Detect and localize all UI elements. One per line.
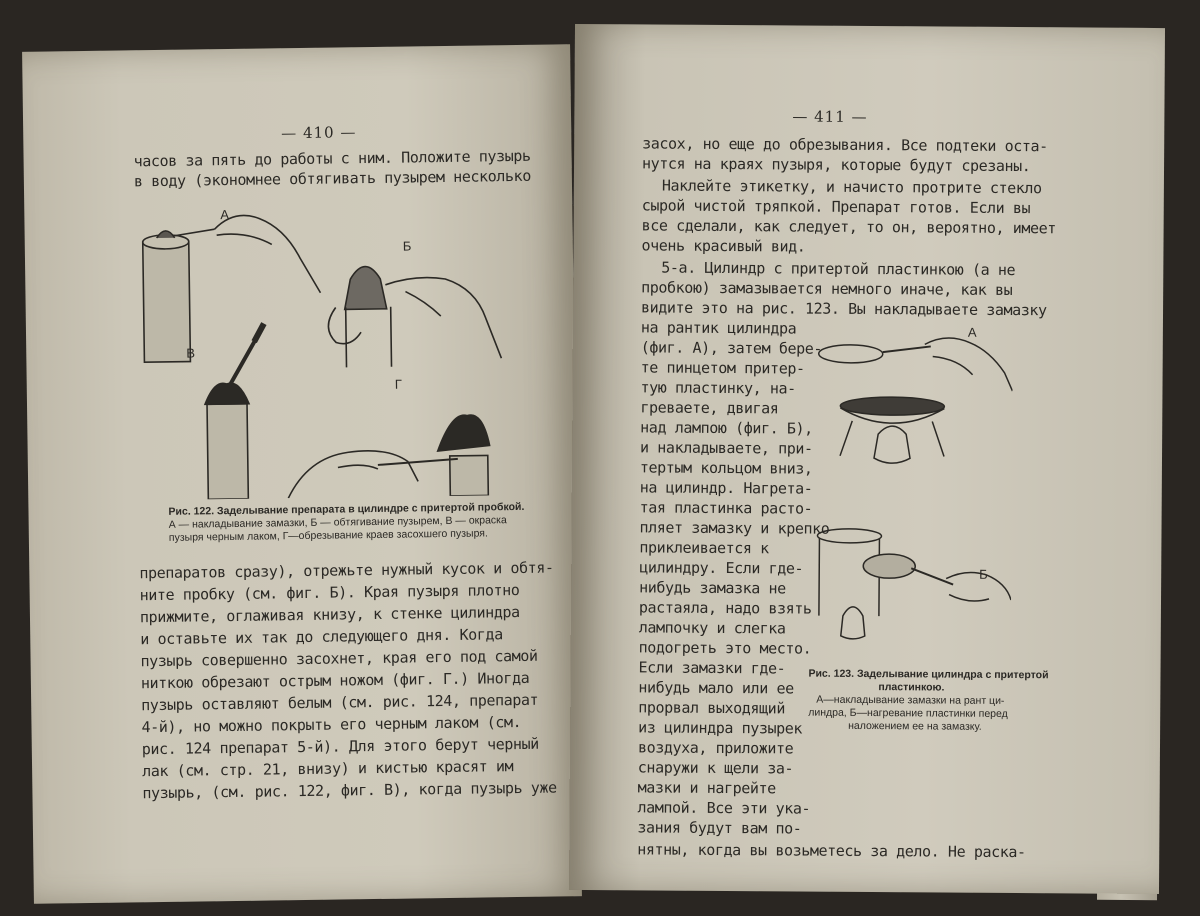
text-line: очень красивый вид. [641,236,806,256]
text-line: на цилиндр. Нагрета- [639,478,813,498]
text-line: нятны, когда вы возьметесь за дело. Не раска- [637,840,1026,862]
text-line: тую пластинку, на- [640,378,796,398]
text-line: в воду (экономнее обтягивать пузырем несколько [133,166,531,191]
text-line: все сделали, как следует, то он, вероятно, имеет [641,216,1056,238]
text-line: препаратов сразу), отрежьте нужный кусок и обтя- [139,558,554,583]
text-line: цилиндру. Если где- [639,558,804,578]
caption-line: Рис. 123. Заделывание цилиндра с притертой [808,667,1049,682]
figure-label-g: Г [394,376,402,392]
text-line: нибудь замазка не [639,578,786,598]
text-line: нибудь мало или ее [638,678,794,698]
text-line: из цилиндра пузырек [638,718,803,738]
text-line: и накладываете, при- [640,438,813,458]
text-line: подогреть это место. [638,638,812,658]
text-line: снаружи к щели за- [637,758,794,778]
text-line: приклеивается к [639,538,769,558]
right-page [569,24,1165,894]
text-line: ниткою обрезают острым ножом (фиг. Г.) Иногда [140,668,530,693]
caption-line: линдра, Б—нагревание пластинки перед [808,706,1008,720]
text-line: засох, но еще до обрезывания. Все подтеки оста- [642,134,1048,156]
text-line: часов за пять до работы с ним. Положите пузырь [133,146,531,171]
text-line: сырой чистой тряпкой. Препарат готов. Если вы [641,196,1031,218]
text-line: пробкою) замазывается немного иначе, как вы [641,278,1013,300]
text-line: зания будут вам по- [637,818,802,838]
text-line: пузырь, (см. рис. 122, фиг. В), когда пузырь уже [142,778,557,803]
text-line: тертым кольцом вниз, [639,458,813,478]
text-line: (фиг. А), затем бере- [640,338,823,358]
figure-label-a: А [220,206,230,223]
text-line: лак (см. стр. 21, внизу) и кистью красят им [142,757,514,781]
text-line: и оставьте их так до следующего дня. Когда [140,625,503,649]
figure-label-a: А [967,324,977,340]
text-line: пляет замазку и крепко [639,518,830,538]
figure-123-caption [808,668,1049,735]
figure-123-illustration [811,316,1013,667]
caption-line: наложением ее на замазку. [848,719,982,733]
text-line: Наклейте этикетку, и начисто протрите стекло [661,176,1042,198]
text-line: лампочку и слегка [638,618,786,638]
text-line: нутся на краях пузыря, которые будут срезаны. [641,154,1031,176]
text-line: воздуха, приложите [637,738,794,758]
text-line: греваете, двигая [640,398,779,418]
figure-122-caption [168,501,524,545]
text-line: мазки и нагрейте [637,778,776,798]
left-page [22,44,582,904]
figure-label-v: В [186,345,196,361]
caption-line: пластинкою. [878,681,945,694]
text-line: видите это на рис. 123. Вы накладываете замазку [640,298,1047,320]
right-page-number: — 411 — [792,107,868,126]
text-line: пузырь оставляют белым (см. рис. 124, препарат [141,690,539,715]
text-line: 4-й), но можно покрыть его черным лаком (см. [141,712,522,737]
text-line: ните пробку (см. фиг. Б). Края пузыря плотно [139,580,520,605]
caption-line: Рис. 122. Заделывание препарата в цилиндре с притертой пробкой. [168,500,525,518]
text-line: рис. 124 препарат 5-й). Для этого берут черный [141,734,539,759]
text-line: прижмите, оглаживая книзу, к стенке цилиндра [139,602,520,627]
figure-label-b: Б [402,238,412,254]
caption-line: пузыря черным лаком, Г—обрезывание краев засохшего пузыря. [168,527,488,544]
text-line: прорвал выходящий [638,698,786,718]
text-line: на рантик цилиндра [640,318,797,338]
text-line: над лампою (фиг. Б), [640,418,813,438]
text-line: тая пластинка расто- [639,498,813,518]
text-line: лампой. Все эти ука- [637,798,811,818]
caption-line: А — накладывание замазки, Б — обтягивание пузырем, В — окраска [168,514,507,531]
figure-label-b: Б [979,566,988,582]
text-line: Если замазки где- [638,658,786,678]
text-line: пузырь совершенно засохнет, края его под самой [140,646,538,671]
caption-line: А—накладывание замазки на рант ци- [816,693,1005,707]
left-page-number: — 410 — [281,123,357,143]
text-line: те пинцетом притер- [640,358,805,378]
text-line: 5-а. Цилиндр с притертой пластинкою (а не [661,258,1016,280]
text-line: растаяла, надо взять [638,598,812,618]
